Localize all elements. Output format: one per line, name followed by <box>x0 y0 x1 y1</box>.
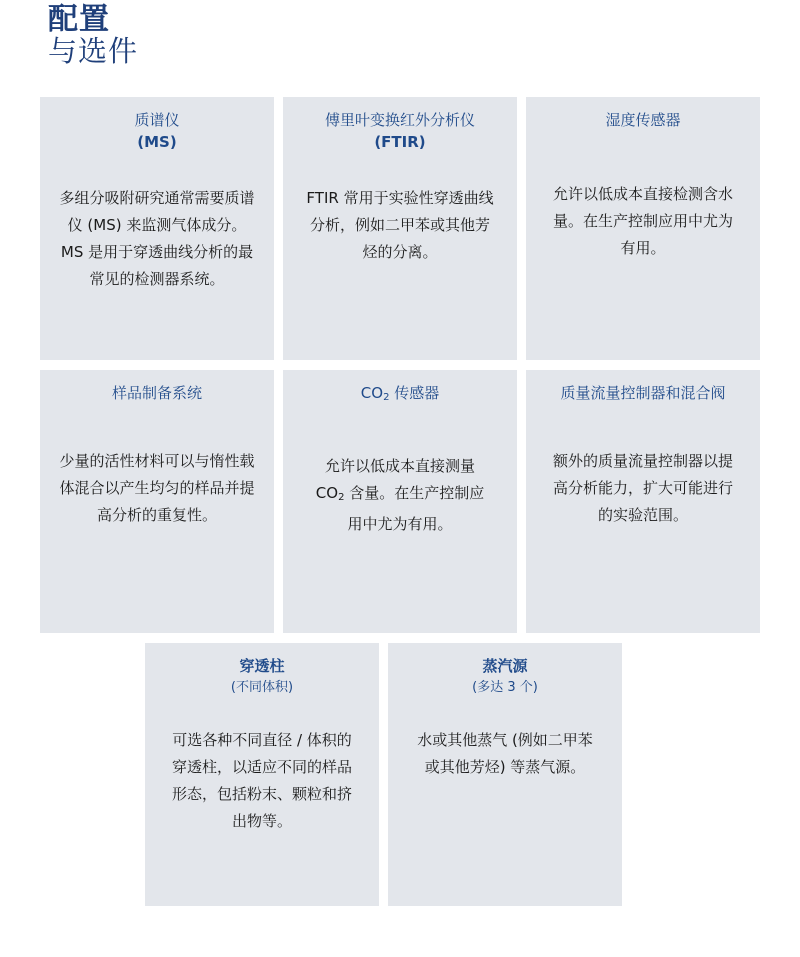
card-mass-flow-controller <box>526 370 760 633</box>
card-body: FTIR 常用于实验性穿透曲线分析，例如二甲苯或其他芳烃的分离。 <box>306 189 494 261</box>
card-co2-sensor <box>283 370 517 633</box>
card-title: 质量流量控制器和混合阀 <box>560 384 726 402</box>
card-title: 傅里叶变换红外分析仪 <box>324 111 475 129</box>
card-title-suffix: 传感器 <box>389 384 440 402</box>
card-body-subscript: 2 <box>338 492 345 503</box>
card-humidity-sensor <box>526 97 760 360</box>
card-title: 湿度传感器 <box>605 111 681 129</box>
card-title: 质谱仪 <box>134 111 180 129</box>
card-subtitle: (MS) <box>137 133 177 151</box>
card-body: 少量的活性材料可以与惰性载体混合以产生均匀的样品并提高分析的重复性。 <box>59 452 255 524</box>
card-subtitle: (多达 3 个) <box>472 680 538 695</box>
card-title <box>283 382 517 409</box>
card-title: 蒸汽源 <box>482 657 528 675</box>
card-title: 穿透柱 <box>239 657 285 675</box>
card-sample-preparation <box>40 370 274 633</box>
card-body: 额外的质量流量控制器以提高分析能力，扩大可能进行的实验范围。 <box>552 452 733 524</box>
card-ftir <box>283 97 517 360</box>
card-breakthrough-column <box>145 643 379 906</box>
heading-subtitle: 与选件 <box>48 33 139 68</box>
heading-title: 配置 <box>48 2 110 37</box>
card-subtitle: (FTIR) <box>374 133 426 151</box>
card-vapor-source <box>388 643 622 906</box>
card-body-suffix: 含量。在生产控制应用中尤为有用。 <box>344 484 485 533</box>
card-body-prefix: 允许以低成本直接测量 CO <box>315 457 475 502</box>
card-title: 样品制备系统 <box>111 384 202 402</box>
page-heading <box>48 4 138 66</box>
card-mass-spectrometer <box>40 97 274 360</box>
card-body: 允许以低成本直接检测含水量。在生产控制应用中尤为有用。 <box>552 185 733 257</box>
card-body: 可选各种不同直径 / 体积的穿透柱，以适应不同的样品形态，包括粉末、颗粒和挤出物等。 <box>171 731 352 830</box>
card-body <box>310 453 490 538</box>
card-body: 水或其他蒸气 (例如二甲苯或其他芳烃) 等蒸气源。 <box>417 731 593 776</box>
card-body: 多组分吸附研究通常需要质谱仪 (MS) 来监测气体成分。MS 是用于穿透曲线分析的最常见的检测器系统。 <box>59 189 255 288</box>
card-subtitle: (不同体积) <box>230 680 294 695</box>
card-title-subscript: 2 <box>383 392 390 403</box>
card-title-prefix: CO <box>360 384 384 402</box>
